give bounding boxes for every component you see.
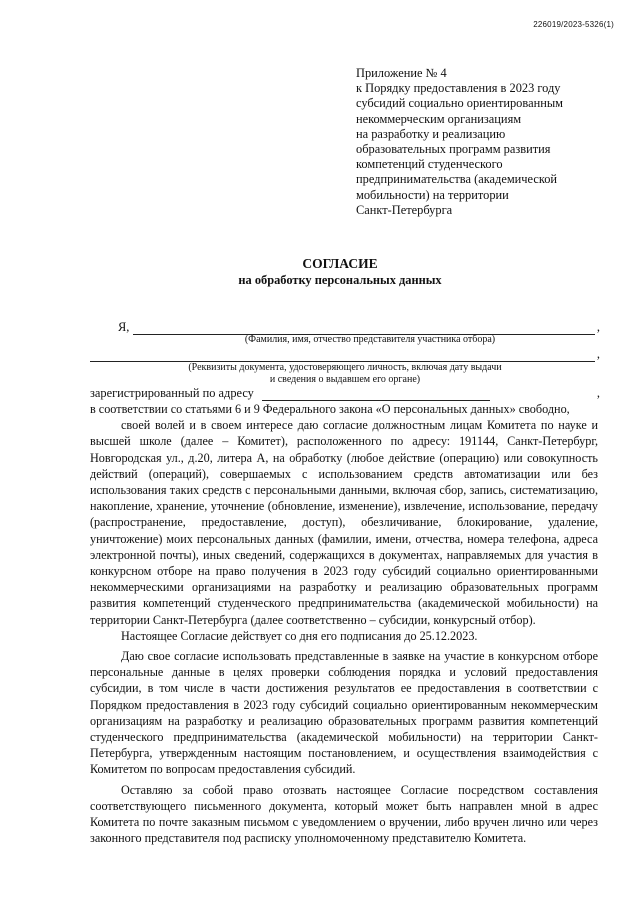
document-caption-line-1: (Реквизиты документа, удостоверяющего личность, включая дату выдачи (188, 362, 502, 373)
appendix-header (356, 66, 618, 218)
appendix-line: компетенций студенческого (356, 157, 503, 172)
consent-body (90, 401, 598, 846)
document-field-row (90, 347, 600, 362)
document-subtitle: на обработку персональных данных (238, 273, 442, 287)
name-field-row (118, 320, 600, 335)
comma: , (596, 386, 600, 400)
appendix-line: субсидий социально ориентированным (356, 96, 563, 111)
comma: , (596, 320, 600, 334)
paragraph-usage: Даю свое согласие использовать представленные в заявке на участие в конкурсном отборе персональные данные в целях проверки соблюдения порядка и условий предоставления субсидии, в том числе в части достижения результатов ее предоставления в соответствии с Порядком предоставления в 2023 году субсидий социально ориентированным некоммерческим организациям на разработку и реализацию образовательных программ развития компетенций студенческого предпринимательства (академической мобильности) на территории Санкт-Петербурга, утвержденным настоящим постановлением, и осуществления взаимодействия с Комитетом по вопросам предоставления субсидий. (90, 649, 598, 777)
document-caption-line-2: и сведения о выдавшем его органе) (269, 374, 421, 385)
paragraph-consent: своей волей и в своем интересе даю согласие должностным лицам Комитета по науке и высшей школе (далее – Комитет), расположенного по адресу: 191144, Санкт-Петербург, Новгородская ул., д.20, литера А, на обработку (любое действие (операцию) или совокупность действий (операций), совершаемых с использованием средств автоматизации или без использования таких средств с персональными данными, включая сбор, запись, систематизацию, накопление, хранение, уточнение (обновление, изменение), извлечение, использование, передачу (распространение, предоставление, доступ), обезличивание, блокирование, удаление, уничтожение) моих персональных данных (фамилии, имени, отчества, номера телефона, адреса электронной почты), иных сведений, содержащихся в документах, направляемых для участия в конкурсном отборе на право получения в 2023 году субсидий социально ориентированными некоммерческими организациями на разработку и реализацию образовательных программ развития компетенций студенческого предпринимательства (академической мобильности) на территории Санкт-Петербурга (далее соответственно – субсидии, конкурсный отбор). (90, 418, 598, 627)
paragraph-law-reference: в соответствии со статьями 6 и 9 Федерального закона «О персональных данных» свободно, (90, 402, 570, 416)
comma: , (596, 347, 600, 361)
document-title: СОГЛАСИЕ (302, 256, 378, 271)
appendix-line: мобильности) на территории (356, 187, 509, 202)
paragraph-validity: Настоящее Согласие действует со дня его подписания до 25.12.2023. (121, 628, 478, 643)
ya-label: Я, (118, 320, 130, 334)
appendix-line: к Порядку предоставления в 2023 году (356, 81, 561, 96)
appendix-line: Санкт-Петербурга (356, 202, 453, 217)
address-field-row (90, 386, 600, 401)
paragraph-revocation: Оставляю за собой право отозвать настоящее Согласие посредством составления соответствующего письменного документа, который может быть направлен мной в адрес Комитета по почте заказным письмом с уведомлением о вручении, либо вручен лично или через законного представителя под расписку уполномоченному представителю Комитета. (90, 782, 598, 846)
name-caption: (Фамилия, имя, отчество представителя участника отбора) (244, 334, 496, 345)
appendix-line: образовательных программ развития (356, 142, 551, 157)
document-number: 226019/2023-5326(1) (533, 20, 614, 29)
registered-address-label: зарегистрированный по адресу (90, 386, 254, 400)
appendix-line: некоммерческим организациям (356, 111, 522, 126)
identity-document-field[interactable] (90, 350, 595, 362)
address-field[interactable] (262, 389, 490, 401)
appendix-line: Приложение № 4 (356, 66, 447, 80)
appendix-line: предпринимательства (академической (356, 172, 558, 187)
appendix-line: на разработку и реализацию (356, 126, 506, 141)
